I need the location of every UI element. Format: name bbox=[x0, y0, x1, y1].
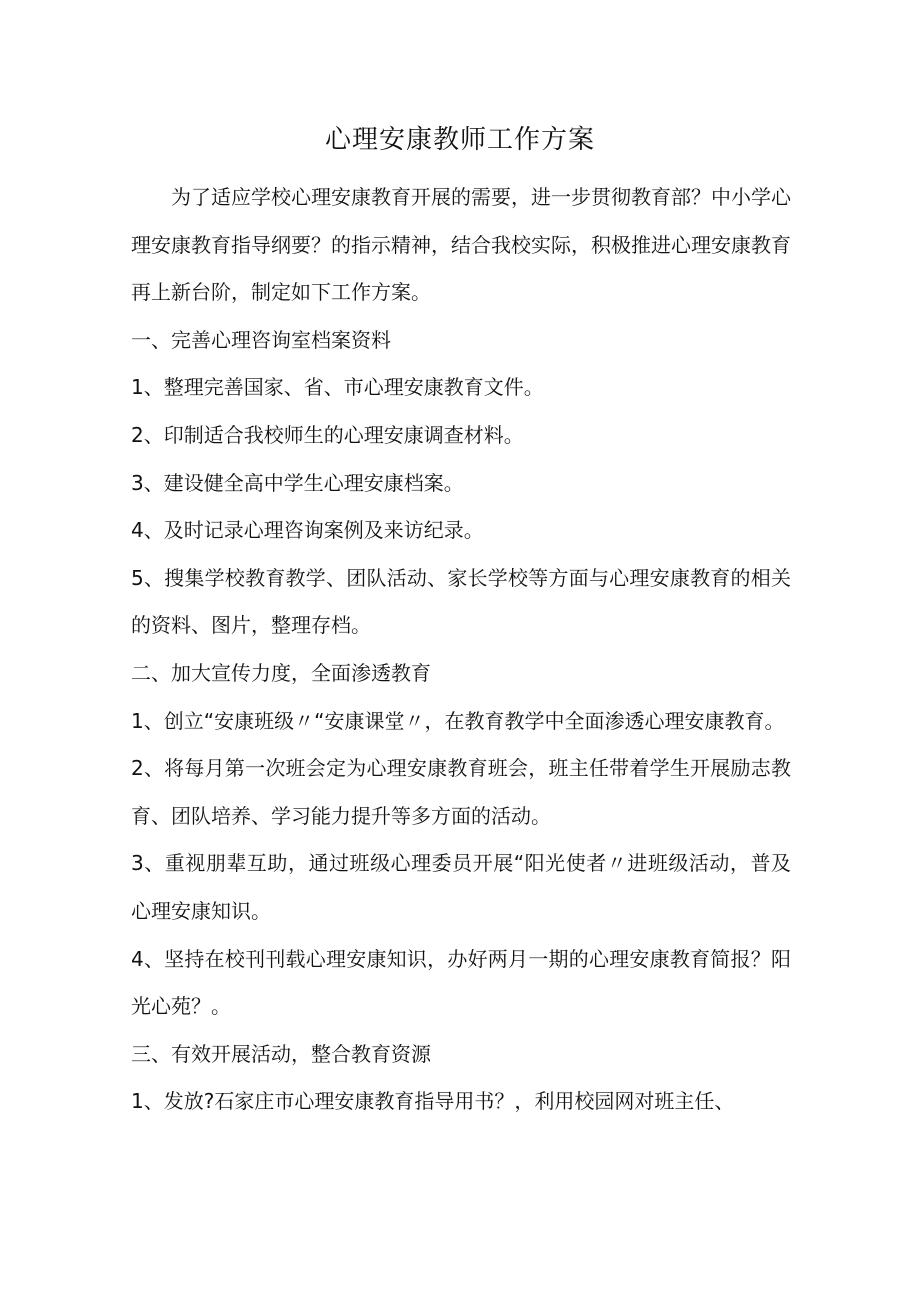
list-item: 5、搜集学校教育教学、团队活动、家长学校等方面与心理安康教育的相关的资料、图片，整理存档。 bbox=[131, 565, 791, 638]
list-item: 4、及时记录心理咨询案例及来访纪录。 bbox=[131, 518, 484, 543]
list-item: 4、坚持在校刊刊载心理安康知识，办好两月一期的心理安康教育简报？阳光心苑？。 bbox=[131, 946, 791, 1019]
list-item: 2、将每月第一次班会定为心理安康教育班会，班主任带着学生开展励志教育、团队培养、学习能力提升等多方面的活动。 bbox=[131, 756, 791, 828]
list-item: 3、重视朋辈互助，通过班级心理委员开展“阳光使者〃进班级活动，普及心理安康知识。 bbox=[131, 851, 791, 923]
section-heading-2: 二、加大宣传力度，全面渗透教育 bbox=[131, 660, 431, 685]
list-item: 1、创立“安康班级〃“安康课堂〃，在教育教学中全面渗透心理安康教育。 bbox=[131, 708, 785, 733]
document-body bbox=[131, 174, 791, 1126]
list-item: 1、发放?石家庄市心理安康教育指导用书？，利用校园网对班主任、 bbox=[131, 1089, 735, 1114]
list-item: 1、整理完善国家、省、市心理安康教育文件。 bbox=[131, 375, 544, 400]
list-item: 2、印制适合我校师生的心理安康调查材料。 bbox=[131, 422, 524, 447]
section-heading-1: 一、完善心理咨询室档案资料 bbox=[131, 327, 391, 352]
document-title: 心理安康教师工作方案 bbox=[324, 125, 595, 155]
list-item: 3、建设健全高中学生心理安康档案。 bbox=[131, 470, 464, 495]
section-heading-3: 三、有效开展活动，整合教育资源 bbox=[131, 1041, 431, 1066]
intro-paragraph: 为了适应学校心理安康教育开展的需要，进一步贯彻教育部？中小学心理安康教育指导纲要？的指示精神，结合我校实际，积极推进心理安康教育再上新台阶，制定如下工作方案。 bbox=[131, 185, 791, 305]
